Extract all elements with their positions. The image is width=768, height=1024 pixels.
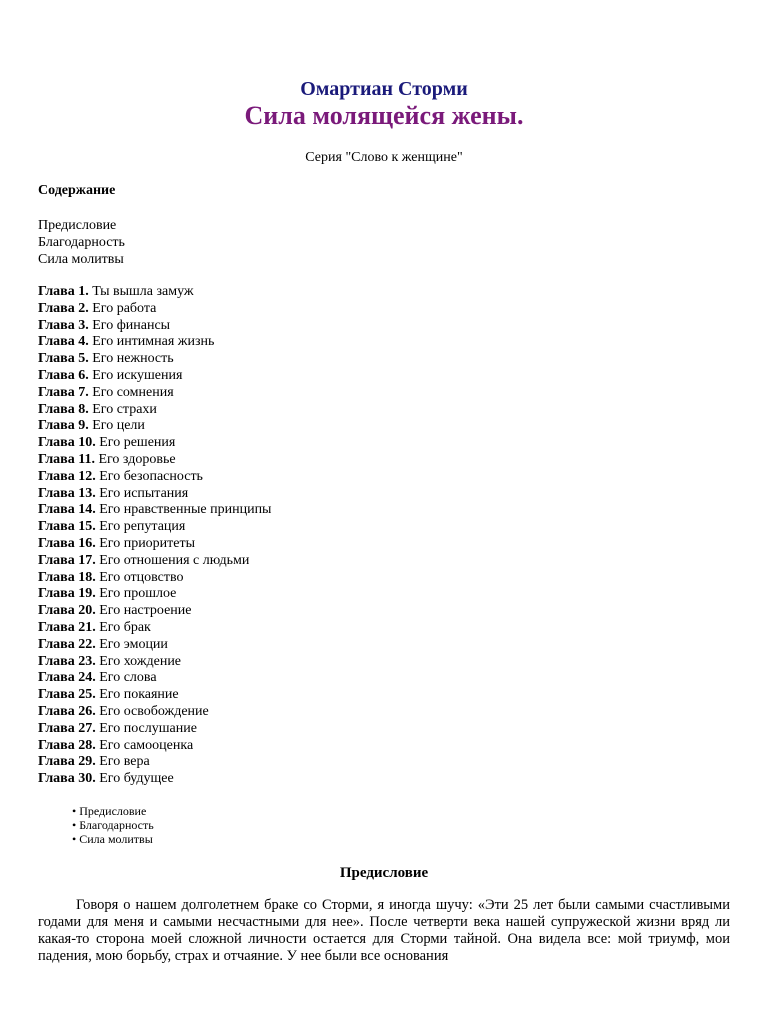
toc-chapter-row	[38, 519, 271, 536]
toc-chapter-list	[38, 284, 271, 788]
bullet-link-acknowledgements[interactable]: • Благодарность	[72, 818, 154, 832]
chapter-title: Его страхи	[92, 401, 157, 417]
chapter-number: Глава 13.	[38, 485, 96, 501]
chapter-title: Его нежность	[92, 351, 174, 367]
toc-chapter-row	[38, 553, 271, 570]
preface-heading: Предисловие	[339, 865, 429, 881]
toc-heading: Содержание	[38, 183, 116, 198]
toc-chapter-row	[38, 301, 271, 318]
chapter-number: Глава 27.	[38, 720, 96, 736]
chapter-number: Глава 23.	[38, 653, 96, 669]
book-author: Омартиан Сторми	[300, 78, 468, 100]
chapter-number: Глава 14.	[38, 502, 96, 518]
chapter-title: Его интимная жизнь	[92, 334, 215, 350]
chapter-title: Его самооценка	[99, 737, 194, 753]
toc-item-preface: Предисловие	[38, 218, 117, 233]
chapter-title: Его приоритеты	[99, 535, 196, 551]
toc-chapter-row	[38, 486, 271, 503]
toc-chapter-row	[38, 368, 271, 385]
toc-chapter-row	[38, 469, 271, 486]
toc-chapter-row	[38, 670, 271, 687]
toc-chapter-row	[38, 334, 271, 351]
chapter-number: Глава 10.	[38, 435, 96, 451]
chapter-number: Глава 1.	[38, 284, 89, 299]
chapter-title: Ты вышла замуж	[92, 284, 194, 299]
chapter-title: Его эмоции	[99, 636, 168, 652]
toc-chapter-row	[38, 704, 271, 721]
preface-paragraph: Говоря о нашем долголетнем браке со Сторми, я иногда шучу: «Эти 25 лет были самыми счастливыми годами для меня и самыми несчастными для нее». После четверти века нашей супружеской жизни вряд ли какая-то сторона моей сложной личности остается для Сторми тайной. Она видела все: мой триумф, мои падения, мою борьбу, страх и отчаяние. У нее были все основания	[38, 897, 730, 964]
chapter-number: Глава 20.	[38, 603, 96, 619]
chapter-number: Глава 15.	[38, 519, 96, 535]
chapter-title: Его отношения с людьми	[99, 552, 250, 568]
chapter-title: Его вера	[99, 754, 150, 770]
chapter-title: Его освобождение	[99, 703, 209, 719]
chapter-title: Его здоровье	[98, 451, 176, 467]
toc-chapter-row	[38, 771, 271, 788]
toc-chapter-row	[38, 385, 271, 402]
toc-chapter-row	[38, 435, 271, 452]
chapter-title: Его отцовство	[99, 569, 184, 585]
chapter-title: Его послушание	[99, 720, 197, 736]
toc-chapter-row	[38, 570, 271, 587]
chapter-number: Глава 26.	[38, 703, 96, 719]
chapter-title: Его нравственные принципы	[99, 502, 272, 518]
chapter-title: Его цели	[92, 418, 145, 434]
chapter-number: Глава 17.	[38, 552, 96, 568]
toc-chapter-row	[38, 402, 271, 419]
bullet-link-preface[interactable]: • Предисловие	[72, 804, 147, 818]
chapter-number: Глава 21.	[38, 619, 96, 635]
toc-chapter-row	[38, 620, 271, 637]
chapter-number: Глава 24.	[38, 670, 96, 686]
book-title: Сила молящейся жены.	[244, 101, 524, 130]
book-series: Серия "Слово к женщине"	[305, 150, 463, 165]
chapter-number: Глава 12.	[38, 468, 96, 484]
chapter-number: Глава 4.	[38, 334, 89, 350]
chapter-number: Глава 6.	[38, 367, 89, 383]
bullet-link-list	[72, 804, 154, 846]
chapter-number: Глава 16.	[38, 535, 96, 551]
toc-item-acknowledgements: Благодарность	[38, 235, 125, 250]
toc-chapter-row	[38, 637, 271, 654]
chapter-title: Его прошлое	[99, 586, 177, 602]
chapter-number: Глава 3.	[38, 317, 89, 333]
chapter-title: Его хождение	[99, 653, 182, 669]
chapter-number: Глава 18.	[38, 569, 96, 585]
chapter-title: Его финансы	[92, 317, 171, 333]
chapter-title: Его репутация	[99, 519, 186, 535]
chapter-number: Глава 7.	[38, 384, 89, 400]
chapter-title: Его покаяние	[99, 687, 179, 703]
chapter-title: Его брак	[99, 619, 151, 635]
chapter-title: Его безопасность	[99, 468, 203, 484]
chapter-title: Его сомнения	[92, 384, 174, 400]
chapter-number: Глава 8.	[38, 401, 89, 417]
chapter-number: Глава 22.	[38, 636, 96, 652]
chapter-number: Глава 19.	[38, 586, 96, 602]
chapter-number: Глава 5.	[38, 351, 89, 367]
chapter-title: Его испытания	[99, 485, 189, 501]
toc-chapter-row	[38, 754, 271, 771]
toc-chapter-row	[38, 603, 271, 620]
toc-chapter-row	[38, 502, 271, 519]
chapter-title: Его будущее	[99, 771, 174, 787]
chapter-number: Глава 25.	[38, 687, 96, 703]
chapter-title: Его искушения	[92, 367, 183, 383]
chapter-number: Глава 9.	[38, 418, 89, 434]
toc-item-power-of-prayer: Сила молитвы	[38, 252, 124, 267]
toc-chapter-row	[38, 351, 271, 368]
chapter-number: Глава 29.	[38, 754, 96, 770]
toc-chapter-row	[38, 536, 271, 553]
toc-chapter-row	[38, 586, 271, 603]
toc-chapter-row	[38, 318, 271, 335]
chapter-number: Глава 2.	[38, 300, 89, 316]
toc-chapter-row	[38, 687, 271, 704]
chapter-title: Его работа	[92, 300, 157, 316]
chapter-number: Глава 28.	[38, 737, 96, 753]
toc-chapter-row	[38, 654, 271, 671]
chapter-number: Глава 11.	[38, 451, 95, 467]
toc-chapter-row	[38, 284, 271, 301]
toc-chapter-row	[38, 452, 271, 469]
chapter-number: Глава 30.	[38, 771, 96, 787]
chapter-title: Его решения	[99, 435, 176, 451]
chapter-title: Его настроение	[99, 603, 192, 619]
chapter-title: Его слова	[99, 670, 157, 686]
toc-chapter-row	[38, 418, 271, 435]
bullet-link-power-of-prayer[interactable]: • Сила молитвы	[72, 832, 153, 846]
toc-chapter-row	[38, 738, 271, 755]
toc-chapter-row	[38, 721, 271, 738]
toc-front-matter	[38, 217, 125, 268]
